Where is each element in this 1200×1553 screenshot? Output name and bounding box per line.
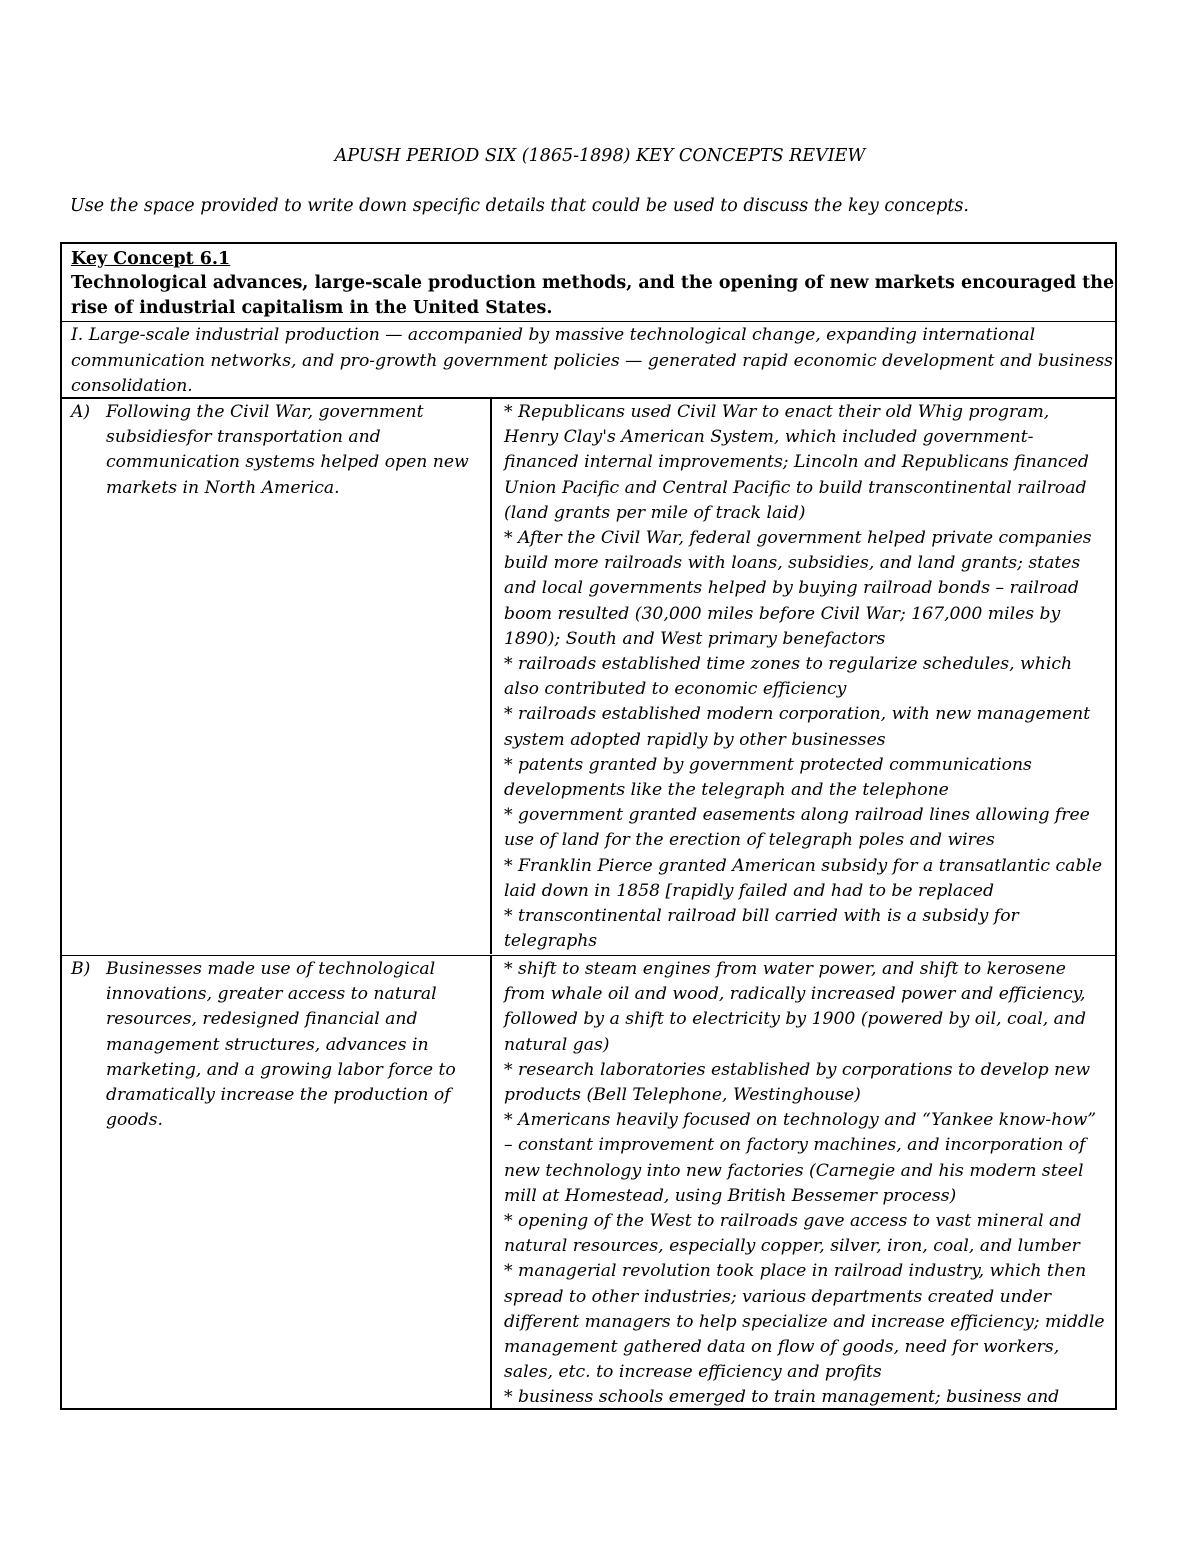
row-a-detail: * Republicans used Civil War to enact their old Whig program, Henry Clay's American System, which included government-financed internal improvements; Lincoln and Republicans financed Union Pacific and Central Pacific to build transcontinental railroad (land grants per mile of track laid) — [504, 402, 1089, 523]
row-b-prompt-cell — [62, 955, 492, 1408]
row-a-detail: * Franklin Pierce granted American subsidy for a transatlantic cable laid down in 1858 [rapidly failed and had to be replaced — [504, 855, 1102, 901]
instructions: Use the space provided to write down specific details that could be used to discuss the key concepts. — [70, 196, 969, 216]
row-a-detail: * patents granted by government protected communications developments like the telegraph and the telephone — [504, 754, 1032, 801]
page-title: APUSH PERIOD SIX (1865-1898) KEY CONCEPTS REVIEW — [334, 146, 866, 166]
row-b-details-cell — [492, 955, 1115, 1408]
row-b-detail: * business schools emerged to train management; business and — [504, 1387, 1060, 1408]
row-a-detail: * government granted easements along railroad lines allowing free use of land for the erection of telegraph poles and wires — [504, 805, 1090, 851]
row-a-prompt-cell — [62, 399, 492, 954]
row-a-details-cell — [492, 399, 1115, 954]
row-b-detail: * research laboratories established by corporations to develop new products (Bell Telephone, Westinghouse) — [504, 1059, 1091, 1106]
row-a-detail: * railroads established time zones to regularize schedules, which also contributed to economic efficiency — [504, 654, 1073, 700]
row-a-detail: * After the Civil War, federal government helped private companies build more railroads with loans, subsidies, and land grants; states and local governments helped by buying railroad bonds – railroad boom resulted (30,000 miles before Civil War; 167,000 miles by 1890); South and West primary benefactors — [504, 528, 1092, 649]
row-b-detail: * opening of the West to railroads gave access to vast mineral and natural resources, especially copper, silver, iron, coal, and lumber — [504, 1211, 1082, 1257]
row-b-detail: * Americans heavily focused on technology and “Yankee know-how” – constant improvement on factory machines, and incorporation of new technology into new factories (Carnegie and his modern steel mill at Homestead, using British Bessemer process) — [504, 1110, 1097, 1206]
row-b-letter: B) — [71, 959, 91, 979]
row-a-prompt: Following the Civil War, government subsidiesfor transportation and communication systems helped open new markets in North America. — [106, 402, 469, 498]
concept-number: Key Concept 6.1 — [71, 249, 231, 269]
row-a-letter: A) — [71, 402, 91, 422]
row-a-detail: * transcontinental railroad bill carried with is a subsidy for telegraphs — [504, 906, 1019, 952]
row-b-prompt: Businesses made use of technological innovations, greater access to natural resources, redesigned financial and management structures, advances in marketing, and a growing labor force to dramatically increase the production of goods. — [106, 959, 456, 1131]
key-concept-table — [60, 242, 1117, 1410]
row-b-detail: * shift to steam engines from water power, and shift to kerosene from whale oil and wood, radically increased power and efficiency, followed by a shift to electricity by 1900 (powered by oil, coal, and natural gas) — [504, 959, 1086, 1055]
concept-statement: Technological advances, large-scale production methods, and the opening of new markets encouraged the rise of industrial capitalism in the United States. — [71, 273, 1115, 318]
row-b-detail: * managerial revolution took place in railroad industry, which then spread to other industries; various departments created under different managers to help specialize and increase efficiency; middle management gathered data on flow of goods, need for workers, sales, etc. to increase efficiency and profits — [504, 1261, 1105, 1383]
concept-header-cell — [62, 244, 1115, 322]
row-a-detail: * railroads established modern corporation, with new management system adopted rapidly by other businesses — [504, 704, 1091, 750]
subconcept-cell: I. Large-scale industrial production — accompanied by massive technological change, expanding international communication networks, and pro-growth government policies — generated rapid economic development and business consolidation. — [62, 322, 1115, 399]
